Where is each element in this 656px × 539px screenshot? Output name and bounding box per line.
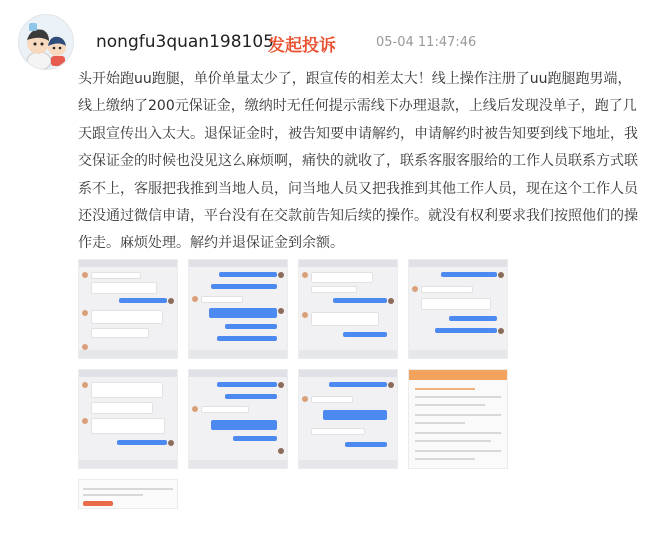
post-header xyxy=(18,14,638,74)
attachment-thumbnail-2[interactable] xyxy=(188,259,288,359)
attachment-thumbnail-3[interactable] xyxy=(298,259,398,359)
attachment-thumbnail-4[interactable] xyxy=(408,259,508,359)
post-body: 头开始跑uu跑腿，单价单量太少了，跟宣传的相差太大！线上操作注册了uu跑腿跑男端，线上缴纳了200元保证金，缴纳时无任何提示需线下办理退款，上线后发现没单子，跑了几天跟宣传出入太大。退保证金时，被告知要申请解约，申请解约时被告知要到线下地址，我交保证金的时候也没见这么麻烦啊，痛快的就收了，联系客服客服给的工作人员联系方式联系不上，客服把我推到当地人员，问当地人员又把我推到其他工作人员，现在这个工作人员还没通过微信申请，平台没有在交款前告知后续的操作。就没有权利要求我们按照他们的操作走。麻烦处理。解约并退保证金到余额。 xyxy=(78,71,638,252)
post-timestamp: 05-04 11:47:46 xyxy=(376,35,477,50)
attachment-thumbnail-5[interactable] xyxy=(78,369,178,469)
attachment-thumbnail-1[interactable] xyxy=(78,259,178,359)
avatar[interactable] xyxy=(18,14,74,70)
attachment-thumbnail-8[interactable] xyxy=(408,369,508,469)
attachment-thumbnail-9[interactable] xyxy=(78,479,178,509)
complaint-action-label[interactable]: 发起投诉 xyxy=(268,36,336,56)
username[interactable]: nongfu3quan198105 xyxy=(96,32,274,52)
attachment-thumbnail-7[interactable] xyxy=(298,369,398,469)
cartoon-avatar-icon xyxy=(19,15,74,70)
attachment-thumbnail-6[interactable] xyxy=(188,369,288,469)
